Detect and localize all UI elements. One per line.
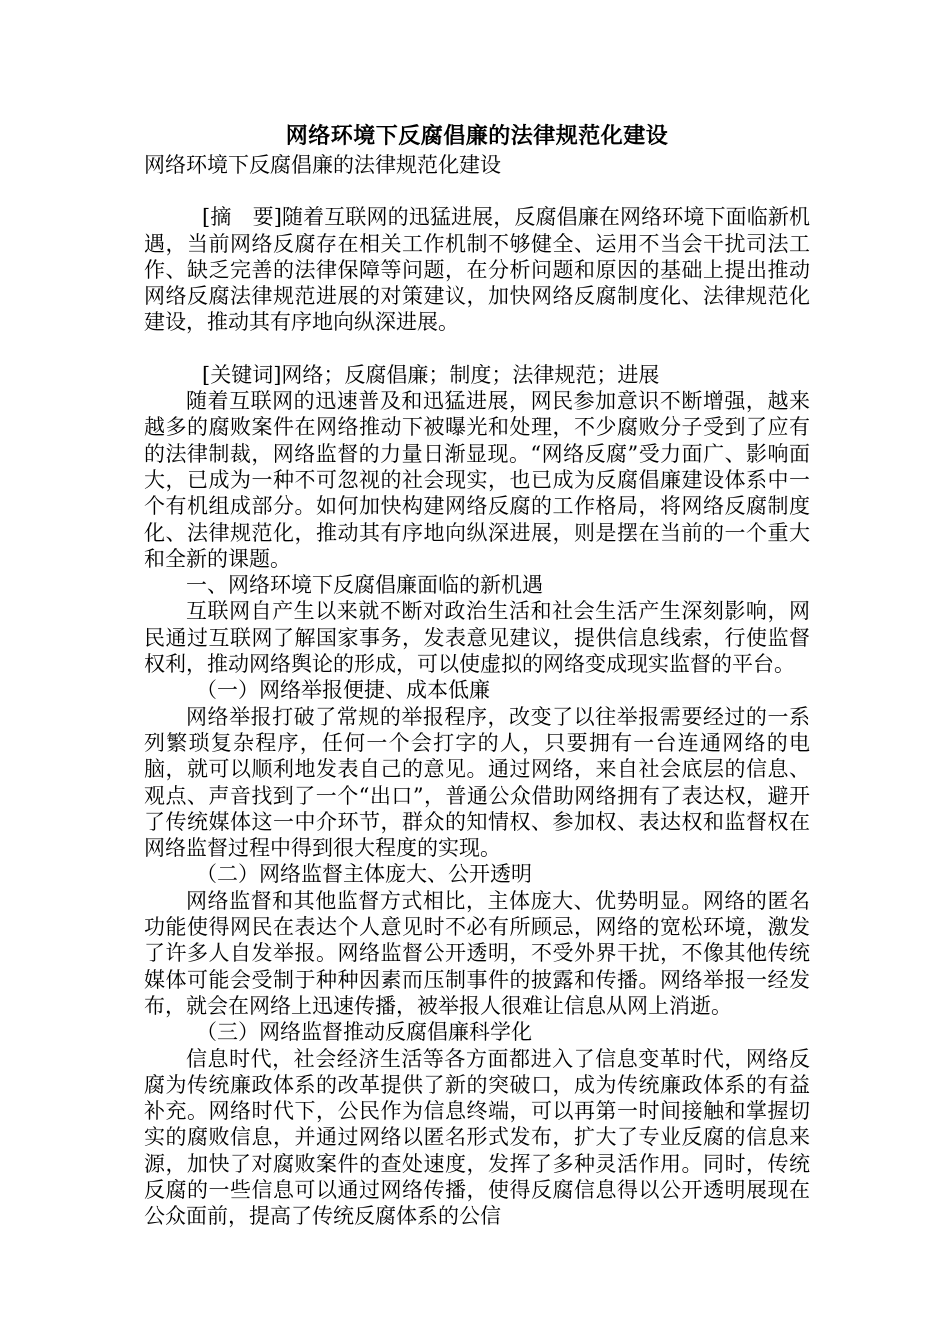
subsection-heading-3: （三）网络监督推动反腐倡廉科学化: [196, 1020, 532, 1045]
keywords-line: [关键词]网络；反腐倡廉；制度；法律规范；进展: [202, 362, 660, 387]
blank-line: [144, 178, 810, 204]
subsection-paragraph-3: 信息时代，社会经济生活等各方面都进入了信息变革时代，网络反腐为传统廉政体系的改革提供了新的突破口，成为传统廉政体系的有益补充。网络时代下，公民作为信息终端，可以再第一时间接触和掌握切实的腐败信息，并通过网络以匿名形式发布，扩大了专业反腐的信息来源，加快了对腐败案件的查处速度，发挥了多种灵活作用。同时，传统反腐的一些信息可以通过网络传播，使得反腐信息得以公开透明展现在公众面前，提高了传统反腐体系的公信: [144, 1046, 810, 1229]
intro-paragraph: 随着互联网的迅速普及和迅猛进展，网民参加意识不断增强，越来越多的腐败案件在网络推动下被曝光和处理，不少腐败分子受到了应有的法律制裁，网络监督的力量日渐显现。“网络反腐”受力面广、影响面大，已成为一种不可忽视的社会现实，也已成为反腐倡廉建设体系中一个有机组成部分。如何加快构建网络反腐的工作格局，将网络反腐制度化、法律规范化，推动其有序地向纵深进展，则是摆在当前的一个重大和全新的课题。: [144, 389, 810, 571]
subsection-heading-1: （一）网络举报便捷、成本低廉: [196, 678, 490, 703]
document-page: [144, 120, 810, 1230]
subsection-heading-2: （二）网络监督主体庞大、公开透明: [196, 862, 532, 887]
abstract-paragraph: [摘 要]随着互联网的迅猛进展，反腐倡廉在网络环境下面临新机遇，当前网络反腐存在相关工作机制不够健全、运用不当会干扰司法工作、缺乏完善的法律保障等问题，在分析问题和原因的基础上提出推动网络反腐法律规范进展的对策建议，加快网络反腐制度化、法律规范化建设，推动其有序地向纵深进展。: [144, 205, 810, 335]
section-paragraph-1: 互联网自产生以来就不断对政治生活和社会生活产生深刻影响，网民通过互联网了解国家事务，发表意见建议，提供信息线索，行使监督权利，推动网络舆论的形成，可以使虚拟的网络变成现实监督的平台。: [144, 599, 810, 677]
subsection-paragraph-1: 网络举报打破了常规的举报程序，改变了以往举报需要经过的一系列繁琐复杂程序，任何一个会打字的人，只要拥有一台连通网络的电脑，就可以顺利地发表自己的意见。通过网络，来自社会底层的信息、观点、声音找到了一个“出口”，普通公众借助网络拥有了表达权，避开了传统媒体这一中介环节，群众的知情权、参加权、表达权和监督权在网络监督过程中得到很大程度的实现。: [144, 704, 810, 861]
subsection-paragraph-2: 网络监督和其他监督方式相比，主体庞大、优势明显。网络的匿名功能使得网民在表达个人意见时不必有所顾忌，网络的宽松环境，激发了许多人自发举报。网络监督公开透明，不受外界干扰，不像其他传统媒体可能会受制于种种因素而压制事件的披露和传播。网络举报一经发布，就会在网络上迅速传播，被举报人很难让信息从网上消逝。: [144, 888, 810, 1018]
document-subtitle: 网络环境下反腐倡廉的法律规范化建设: [144, 153, 501, 177]
section-heading-1: 一、网络环境下反腐倡廉面临的新机遇: [186, 573, 543, 598]
blank-line: [144, 336, 810, 362]
document-title: 网络环境下反腐倡廉的法律规范化建设: [285, 123, 669, 149]
